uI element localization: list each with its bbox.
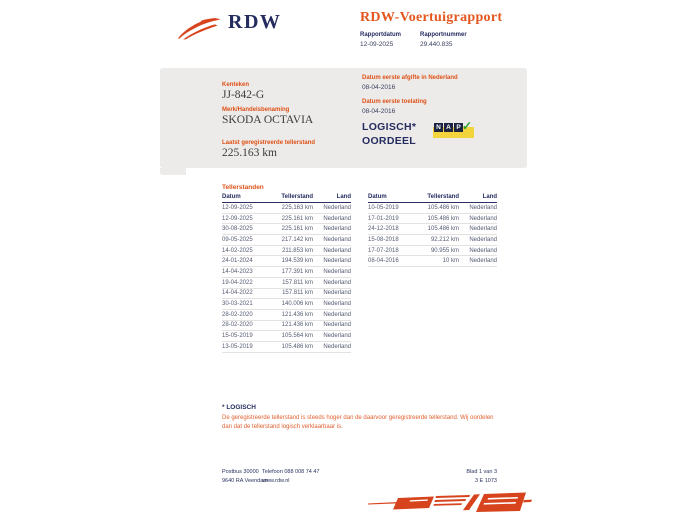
col-land: Land <box>482 194 497 200</box>
make-value: SKODA OCTAVIA <box>222 114 314 126</box>
check-icon: ✓ <box>462 119 473 133</box>
table-row <box>222 299 351 310</box>
nap-letter-p: P <box>454 123 463 132</box>
cell-tellerstand: 121.436 km <box>281 311 313 318</box>
cell-land: Nederland <box>323 226 351 233</box>
cell-tellerstand: 90.955 km <box>430 247 459 254</box>
report-date-label: Rapportdatum <box>360 32 401 38</box>
footer-address <box>222 468 268 487</box>
footer-contact <box>262 468 320 487</box>
table-row <box>222 342 351 353</box>
first-issue-value: 08-04-2016 <box>362 84 396 91</box>
cell-land: Nederland <box>323 333 351 340</box>
first-issue-label: Datum eerste afgifte in Nederland <box>362 75 458 81</box>
cell-datum: 14-02-2025 <box>222 247 253 254</box>
vehicle-summary-panel-tab <box>160 168 186 175</box>
table-row <box>368 246 497 257</box>
rdw-logo-swoosh-icon <box>175 12 223 42</box>
report-number-value: 29.440.835 <box>420 41 453 48</box>
cell-datum: 28-02-2020 <box>222 311 253 318</box>
cell-land: Nederland <box>323 268 351 275</box>
cell-tellerstand: 105.486 km <box>427 226 459 233</box>
cell-tellerstand: 217.142 km <box>281 236 313 243</box>
col-datum: Datum <box>368 194 387 200</box>
table-row <box>222 214 351 225</box>
footer-page-info <box>420 468 497 487</box>
table-row <box>368 203 497 214</box>
cell-land: Nederland <box>323 258 351 265</box>
cell-land: Nederland <box>323 301 351 308</box>
cell-land: Nederland <box>469 236 497 243</box>
col-tellerstand: Tellerstand <box>427 194 459 200</box>
cell-tellerstand: 225.161 km <box>281 215 313 222</box>
col-datum: Datum <box>222 194 241 200</box>
cell-datum: 14-04-2022 <box>222 290 253 297</box>
cell-land: Nederland <box>469 226 497 233</box>
nap-logo <box>432 119 478 140</box>
cell-datum: 12-09-2025 <box>222 204 253 211</box>
table-row <box>222 256 351 267</box>
cell-land: Nederland <box>323 290 351 297</box>
tellerstanden-title: Tellerstanden <box>222 184 264 191</box>
footer-address-line1: Postbus 30000 <box>222 469 259 475</box>
cell-land: Nederland <box>323 247 351 254</box>
table-row <box>222 321 351 332</box>
cell-datum: 24-01-2024 <box>222 258 253 265</box>
cell-tellerstand: 105.486 km <box>281 343 313 350</box>
make-label: Merk/Handelsbenaming <box>222 107 290 113</box>
cell-tellerstand: 194.539 km <box>281 258 313 265</box>
cell-land: Nederland <box>469 247 497 254</box>
cell-tellerstand: 10 km <box>442 258 459 265</box>
odometer-value: 225.163 km <box>222 147 277 159</box>
cell-tellerstand: 157.811 km <box>282 290 313 297</box>
table-row <box>368 224 497 235</box>
cell-tellerstand: 177.391 km <box>281 268 313 275</box>
report-number-label: Rapportnummer <box>420 32 467 38</box>
cell-datum: 30-08-2025 <box>222 226 253 233</box>
odometer-table-left <box>222 194 351 353</box>
nap-letter-n: N <box>434 123 443 132</box>
cell-datum: 15-08-2018 <box>368 236 399 243</box>
col-land: Land <box>336 194 351 200</box>
table-row <box>368 235 497 246</box>
verdict-line1: LOGISCH* <box>362 121 417 133</box>
cell-tellerstand: 225.163 km <box>281 204 313 211</box>
cell-datum: 08-04-2016 <box>368 258 399 265</box>
cell-datum: 24-12-2018 <box>368 226 399 233</box>
cell-datum: 15-05-2019 <box>222 333 253 340</box>
col-tellerstand: Tellerstand <box>281 194 313 200</box>
vehicle-summary-panel <box>160 68 527 168</box>
cell-land: Nederland <box>469 204 497 211</box>
table-header <box>222 194 351 203</box>
cell-tellerstand: 105.486 km <box>427 215 459 222</box>
cell-tellerstand: 140.006 km <box>281 301 313 308</box>
cell-land: Nederland <box>469 215 497 222</box>
verdict-line2: OORDEEL <box>362 135 417 147</box>
license-plate-label: Kenteken <box>222 82 250 88</box>
cell-tellerstand: 105.486 km <box>427 204 459 211</box>
table-row <box>222 203 351 214</box>
table-row <box>368 256 497 267</box>
cell-datum: 30-03-2021 <box>222 301 253 308</box>
first-admission-label: Datum eerste toelating <box>362 99 427 105</box>
footer-page-number: Blad 1 van 3 <box>466 469 497 475</box>
table-row <box>368 214 497 225</box>
cell-land: Nederland <box>323 215 351 222</box>
table-row <box>222 331 351 342</box>
cell-tellerstand: 105.564 km <box>281 333 313 340</box>
cell-land: Nederland <box>323 279 351 286</box>
cell-land: Nederland <box>323 322 351 329</box>
cell-datum: 14-04-2023 <box>222 268 253 275</box>
cell-land: Nederland <box>323 311 351 318</box>
cell-datum: 12-09-2025 <box>222 215 253 222</box>
cell-datum: 28-02-2020 <box>222 322 253 329</box>
cell-tellerstand: 121.436 km <box>281 322 313 329</box>
report-date-value: 12-09-2025 <box>360 41 394 48</box>
table-row <box>222 289 351 300</box>
cell-datum: 10-05-2019 <box>368 204 399 211</box>
first-admission-value: 08-04-2016 <box>362 108 396 115</box>
footer-phone: Telefoon 088 008 74 47 <box>262 469 320 475</box>
cell-land: Nederland <box>469 258 497 265</box>
table-row <box>222 235 351 246</box>
odometer-table-right <box>368 194 497 267</box>
nap-letter-a: A <box>444 123 453 132</box>
cell-datum: 19-04-2022 <box>222 279 253 286</box>
cell-tellerstand: 92.212 km <box>430 236 459 243</box>
footer-form-code: 3 E 1073 <box>474 478 497 485</box>
cell-tellerstand: 225.161 km <box>281 226 313 233</box>
page-title: RDW-Voertuigrapport <box>360 10 503 25</box>
cell-land: Nederland <box>323 204 351 211</box>
cell-tellerstand: 211.853 km <box>282 247 313 254</box>
table-row <box>222 224 351 235</box>
footer-website: www.rdw.nl <box>262 478 290 485</box>
footnote-body: De geregistreerde tellerstand is steeds hoger dan de daarvoor geregistreerde tellerstand. Wij oordelen dan dat de tellerstand logisch verklaarbaar is. <box>222 415 494 430</box>
speed-lines-graphic-icon <box>368 491 532 514</box>
cell-datum: 17-01-2019 <box>368 215 399 222</box>
table-row <box>222 246 351 257</box>
table-row <box>222 310 351 321</box>
cell-datum: 09-05-2025 <box>222 236 253 243</box>
footnote-title: * LOGISCH <box>222 404 256 411</box>
cell-land: Nederland <box>323 236 351 243</box>
cell-datum: 17-07-2018 <box>368 247 399 254</box>
cell-land: Nederland <box>323 343 351 350</box>
table-row <box>222 267 351 278</box>
rdw-wordmark: RDW <box>228 11 282 33</box>
cell-datum: 13-05-2019 <box>222 343 253 350</box>
license-plate-value: JJ-842-G <box>222 89 265 101</box>
odometer-label: Laatst geregistreerde tellerstand <box>222 140 316 146</box>
table-row <box>222 278 351 289</box>
cell-tellerstand: 157.811 km <box>282 279 313 286</box>
table-header <box>368 194 497 203</box>
footer-address-line2: 9640 RA Veendam <box>222 478 268 485</box>
